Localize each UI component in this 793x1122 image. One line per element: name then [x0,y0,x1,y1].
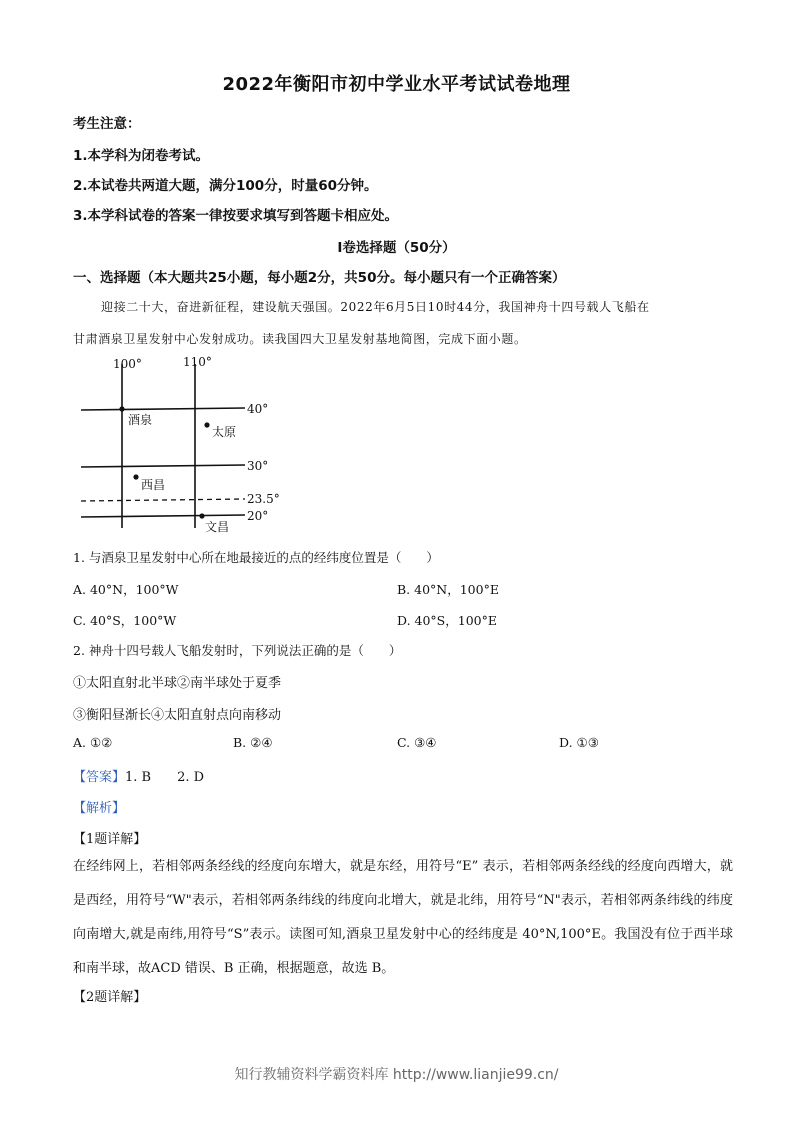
question-stem: 2. 神舟十四号载人飞船发射时，下列说法正确的是（ ） [73,643,402,658]
latitude-label: 20° [247,509,269,523]
latitude-line [81,515,245,517]
intro-line: 迎接二十大，奋进新征程，建设航天强国。2022年6月5日10时44分，我国神舟十四号载人飞船在 [101,300,650,314]
page-footer: 知行教辅资料学霸资料库 http://www.lianjie99.cn/ [234,1067,559,1083]
notice-item: 3.本学科试卷的答案一律按要求填写到答题卡相应处。 [73,208,399,224]
satellite-base-map [73,350,313,538]
answer-option: D. 40°S，100°E [397,613,497,628]
latitude-label: 40° [247,402,269,416]
site-dot [133,474,138,479]
answer-option: B. 40°N，100°E [397,582,499,597]
answer-option: C. ③④ [397,735,437,750]
answer-option: D. ①③ [559,735,599,750]
notice-item: 2.本试卷共两道大题，满分100分，时量60分钟。 [73,178,378,194]
question-stem: 1. 与酒泉卫星发射中心所在地最接近的点的经纬度位置是（ ） [73,550,439,565]
longitude-label: 110° [183,355,212,369]
detail-label: 【1题详解】 [73,832,147,847]
statement-line: ③衡阳昼渐长④太阳直射点向南移动 [73,708,282,723]
answer-option: C. 40°S，100°W [73,613,177,628]
site-label: 文昌 [205,520,230,534]
answer-label: 【答案】 [73,770,126,785]
site-label: 西昌 [141,478,166,492]
tropic-line [81,499,245,501]
site-label: 太原 [212,425,237,439]
latitude-line [81,465,245,467]
site-dot [119,406,124,411]
notice-heading: 考生注意： [73,116,141,132]
page-title: 2022年衡阳市初中学业水平考试试卷地理 [222,74,571,95]
latitude-label: 23.5° [247,492,280,506]
answer-option: B. ②④ [233,735,273,750]
statement-line: ①太阳直射北半球②南半球处于夏季 [73,676,282,691]
answer-option: A. 40°N，100°W [73,582,179,597]
detail-text: 在经纬网上，若相邻两条经线的经度向东增大，就是东经，用符号“E” 表示，若相邻两条经线的经度向西增大，就是西经，用符号“W"表示，若相邻两条纬线的纬度向北增大，就是北纬，用符号“N"表示，若相邻两条纬线的纬度向南增大,就是南纬,用符号“S”表示。读图可知,酒泉卫星发射中心的经纬度是 40°N,100°E。我国没有位于西半球和南半球，故ACD 错误、B 正确，根据题意，故选 B。 [73,859,733,976]
part-heading: 一、选择题（本大题共25小题，每小题2分，共50分。每小题只有一个正确答案） [73,270,566,286]
latitude-label: 30° [247,459,269,473]
analysis-label: 【解析】 [73,801,126,816]
site-dot [204,422,209,427]
section-title: Ⅰ卷选择题（50分） [337,240,456,256]
answer-text: 1. B 2. D [125,770,205,785]
answer-option: A. ①② [73,735,113,750]
site-dot [199,513,204,518]
site-label: 酒泉 [128,413,153,427]
notice-item: 1.本学科为闭卷考试。 [73,148,210,164]
answer-line [73,766,204,785]
detail-label: 【2题详解】 [73,990,147,1005]
longitude-label: 100° [113,357,142,371]
latitude-line [81,408,245,410]
intro-line: 甘肃酒泉卫星发射中心发射成功。读我国四大卫星发射基地简图，完成下面小题。 [73,332,527,346]
